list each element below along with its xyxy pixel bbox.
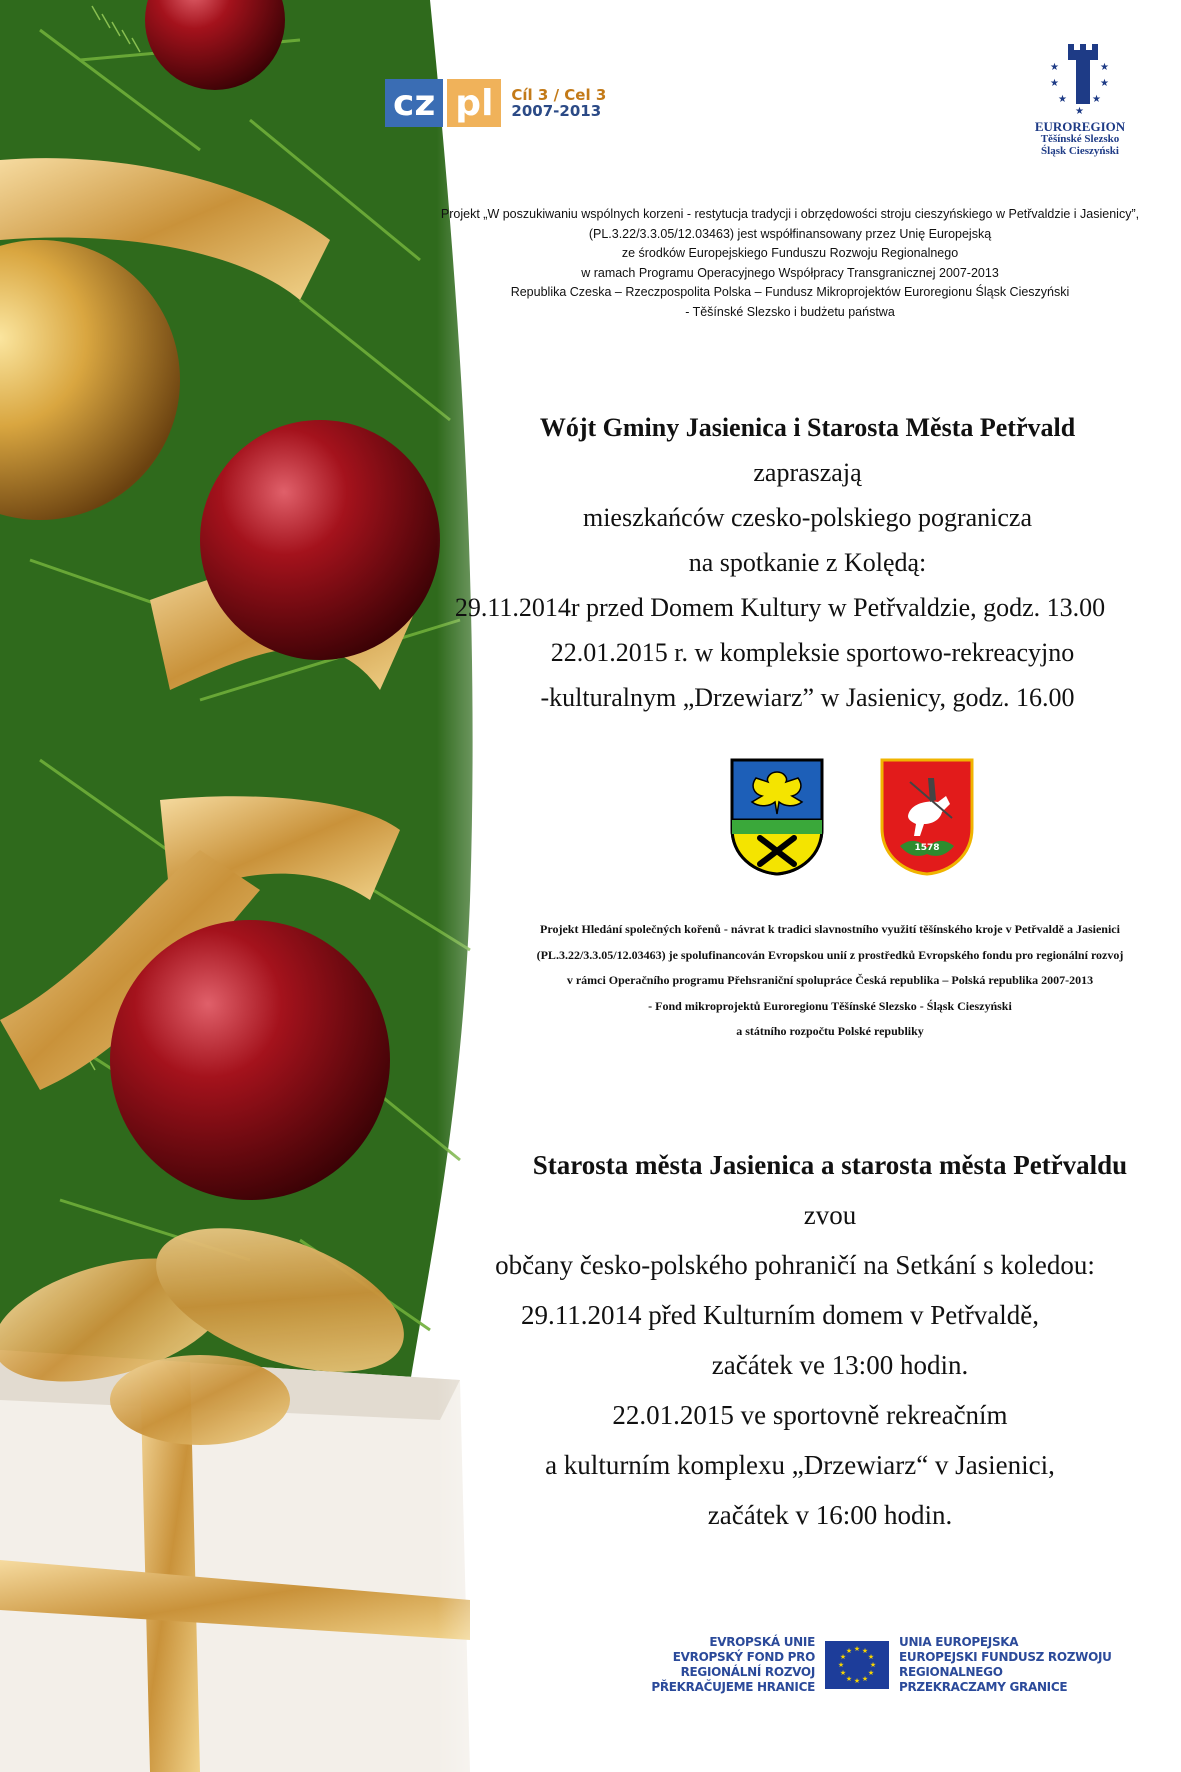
invitation-pl-line: na spotkanie z Kolędą: bbox=[688, 548, 927, 577]
funding-note-pl-line: Republika Czeska – Rzeczpospolita Polska – Fundusz Mikroprojektów Euroregionu Śląsk Cieszyński bbox=[510, 285, 1070, 299]
svg-text:★: ★ bbox=[853, 1677, 861, 1685]
invitation-pl-heading: Wójt Gminy Jasienica i Starosta Města Petřvald bbox=[539, 413, 1076, 442]
invitation-pl-line: zapraszają bbox=[753, 458, 862, 487]
funding-note-cz-line: (PL.3.22/3.3.05/12.03463) je spolufinancován Evropskou unií z prostředků Evropského fondu pro regionální rozvoj bbox=[536, 947, 1124, 962]
svg-text:★: ★ bbox=[869, 1661, 877, 1669]
svg-text:★: ★ bbox=[1058, 94, 1067, 105]
cz-logo-box: cz bbox=[385, 79, 443, 127]
svg-text:★: ★ bbox=[839, 1653, 847, 1661]
petrvald-coat-of-arms bbox=[880, 758, 974, 876]
funding-note-pl-line: w ramach Programu Operacyjnego Współpracy Transgranicznej 2007-2013 bbox=[581, 265, 999, 280]
eu-pl-line: EUROPEJSKI FUNDUSZ ROZWOJU REGIONALNEGO bbox=[899, 1650, 1112, 1679]
petrvald-year-label: 1578 bbox=[914, 843, 940, 853]
invitation-cz-event2-cont: a kulturním komplexu „Drzewiarz“ v Jasienici, bbox=[545, 1450, 1055, 1480]
funding-note-cz bbox=[480, 917, 1180, 1045]
invitation-cz-line: zvou bbox=[803, 1200, 857, 1230]
funding-note-pl-line: Projekt „W poszukiwaniu wspólnych korzeni - restytucja tradycji i obrzędowości stroju cieszyńskiego w Petřvaldzie i Jasienicy”, bbox=[440, 207, 1140, 221]
jasienica-coat-of-arms bbox=[730, 758, 824, 876]
eu-funding-logos bbox=[615, 1635, 1135, 1695]
czpl-logo-line2: 2007-2013 bbox=[511, 102, 602, 120]
euroregion-sub2: Śląsk Cieszyński bbox=[1041, 145, 1119, 157]
svg-text:★: ★ bbox=[867, 1653, 875, 1661]
svg-text:★: ★ bbox=[1050, 62, 1059, 73]
svg-text:★: ★ bbox=[1092, 94, 1101, 105]
eu-pl-line: PRZEKRACZAMY GRANICE bbox=[899, 1680, 1068, 1694]
svg-text:★: ★ bbox=[839, 1669, 847, 1677]
czpl-programme-logo bbox=[385, 78, 606, 128]
funding-note-cz-line: a státního rozpočtu Polské republiky bbox=[736, 1024, 924, 1038]
funding-note-pl bbox=[410, 205, 1170, 322]
svg-text:★: ★ bbox=[867, 1669, 875, 1677]
eu-cz-line: EVROPSKÝ FOND PRO REGIONÁLNÍ ROZVOJ bbox=[672, 1650, 815, 1679]
invitation-pl-event2: 22.01.2015 r. w kompleksie sportowo-rekreacyjno bbox=[550, 638, 1075, 667]
invitation-cz bbox=[415, 1140, 1175, 1540]
pl-logo-box: pl bbox=[447, 79, 501, 127]
invitation-cz-line: občany česko-polského pohraničí na Setkání s koledou: bbox=[495, 1250, 1095, 1280]
funding-note-cz-line: - Fond mikroprojektů Euroregionu Těšínské Slezsko - Śląsk Cieszyński bbox=[648, 998, 1012, 1013]
funding-note-pl-line: (PL.3.22/3.3.05/12.03463) jest współfinansowany przez Unię Europejską bbox=[588, 226, 992, 241]
svg-text:★: ★ bbox=[861, 1675, 869, 1683]
invitation-cz-event1-time: začátek ve 13:00 hodin. bbox=[711, 1350, 969, 1380]
invitation-pl-event2-cont: -kulturalnym „Drzewiarz” w Jasienicy, godz. 16.00 bbox=[540, 683, 1075, 712]
eu-pl-line: UNIA EUROPEJSKA bbox=[899, 1635, 1019, 1649]
svg-text:★: ★ bbox=[845, 1647, 853, 1655]
svg-text:★: ★ bbox=[837, 1661, 845, 1669]
invitation-pl bbox=[440, 405, 1175, 720]
eu-cz-line: PŘEKRAČUJEME HRANICE bbox=[651, 1680, 815, 1694]
invitation-pl-line: mieszkańców czesko-polskiego pogranicza bbox=[582, 503, 1033, 532]
euroregion-logo bbox=[1020, 40, 1140, 157]
eu-flag-icon bbox=[825, 1641, 889, 1689]
svg-text:★: ★ bbox=[861, 1647, 869, 1655]
invitation-cz-event2-time: začátek v 16:00 hodin. bbox=[707, 1500, 953, 1530]
invitation-pl-event1: 29.11.2014r przed Domem Kultury w Petřvaldzie, godz. 13.00 bbox=[454, 593, 1106, 622]
euroregion-tower-icon bbox=[1048, 40, 1112, 120]
svg-text:★: ★ bbox=[1100, 78, 1109, 89]
eu-logo-text-cz bbox=[615, 1635, 815, 1695]
svg-text:★: ★ bbox=[853, 1645, 861, 1653]
svg-text:★: ★ bbox=[1075, 106, 1084, 117]
euroregion-sub1: Těšínské Slezsko bbox=[1040, 133, 1120, 145]
eu-cz-line: EVROPSKÁ UNIE bbox=[709, 1635, 815, 1649]
czpl-logo-line1: Cíl 3 / Cel 3 bbox=[511, 86, 607, 104]
svg-text:★: ★ bbox=[1100, 62, 1109, 73]
invitation-cz-heading: Starosta města Jasienica a starosta města Petřvaldu bbox=[532, 1150, 1128, 1180]
funding-note-cz-line: Projekt Hledání společných kořenů - návrat k tradici slavnostního využití těšínského kroje v Petřvaldě a Jasienici bbox=[540, 922, 1120, 936]
czpl-logo-caption bbox=[511, 87, 606, 119]
invitation-cz-event2: 22.01.2015 ve sportovně rekreačním bbox=[612, 1400, 1008, 1430]
funding-note-cz-line: v rámci Operačního programu Přehsraniční spolupráce Česká republika – Polská republika 2007-2013 bbox=[566, 973, 1094, 987]
invitation-cz-event1: 29.11.2014 před Kulturním domem v Petřvaldě, bbox=[521, 1300, 1039, 1330]
eu-logo-text-pl bbox=[899, 1635, 1129, 1695]
euroregion-name: EUROREGION bbox=[1034, 119, 1126, 134]
funding-note-pl-line: ze środków Europejskiego Funduszu Rozwoju Regionalnego bbox=[621, 246, 959, 260]
svg-text:★: ★ bbox=[845, 1675, 853, 1683]
funding-note-pl-line: - Těšínské Slezsko i budżetu państwa bbox=[685, 304, 895, 319]
svg-text:★: ★ bbox=[1050, 78, 1059, 89]
